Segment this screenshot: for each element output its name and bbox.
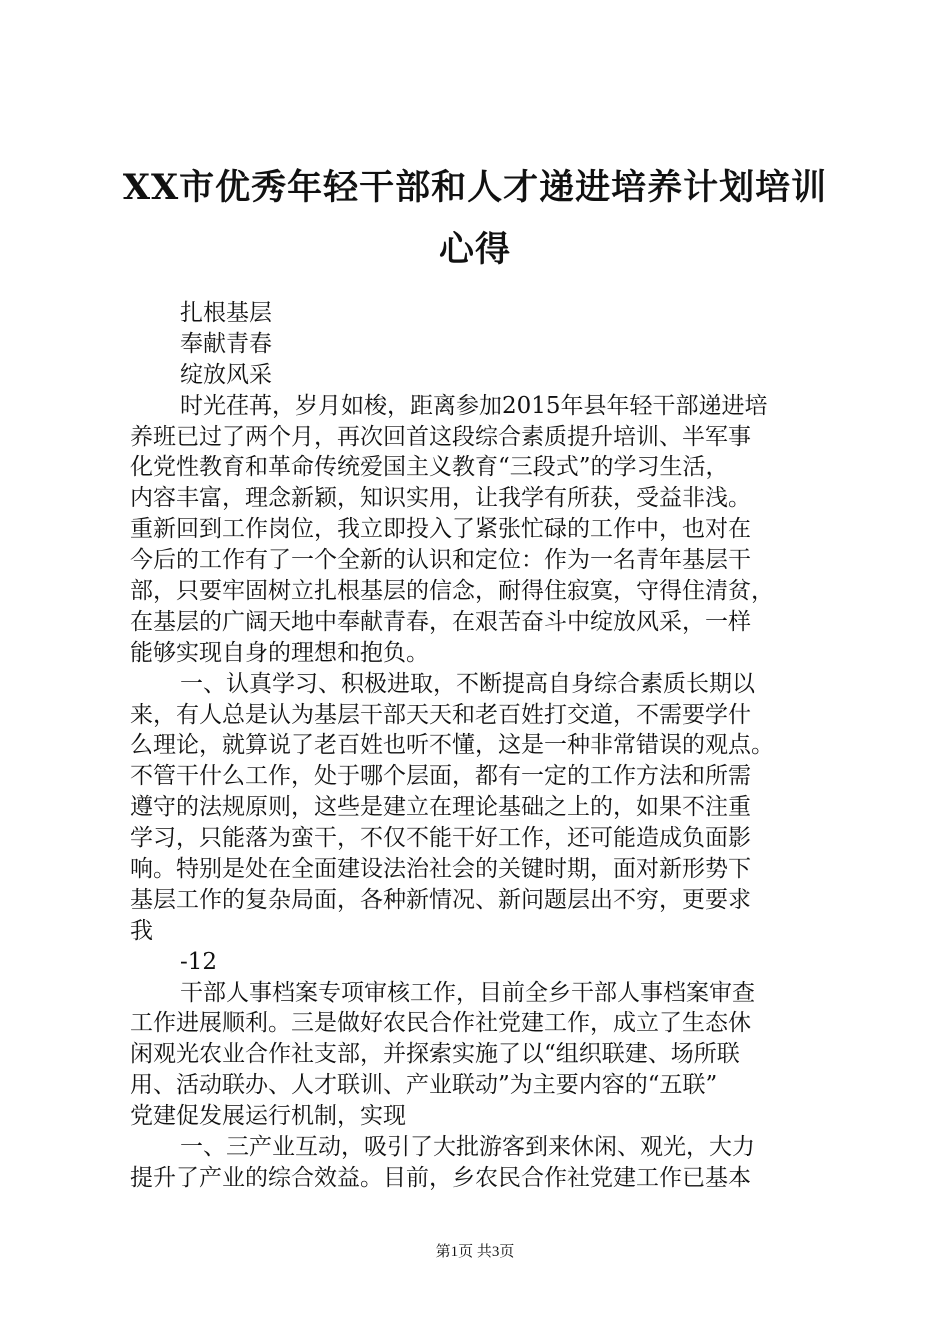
body-line: 响。特别是处在全面建设法治社会的关键时期，面对新形势下 [130, 856, 751, 883]
body-line: 今后的工作有了一个全新的认识和定位：作为一名青年基层干 [130, 547, 751, 574]
body-line: 学习，只能落为蛮干，不仅不能干好工作，还可能造成负面影 [130, 825, 751, 852]
body-line: 我 [130, 917, 153, 944]
body-line: 部，只要牢固树立扎根基层的信念，耐得住寂寞，守得住清贫， [130, 578, 774, 605]
body-line: 能够实现自身的理想和抱负。 [130, 639, 429, 666]
body-line: 干部人事档案专项审核工作，目前全乡干部人事档案审查 [180, 979, 755, 1006]
document-body [130, 298, 830, 1194]
body-line: 遵守的法规原则，这些是建立在理论基础之上的，如果不注重 [130, 794, 751, 821]
document-title-line-1: XX市优秀年轻干部和人才递进培养计划培训 [122, 167, 828, 208]
body-line: 闲观光农业合作社支部，并探索实施了以“组织联建、场所联 [130, 1041, 740, 1068]
body-line: 一、三产业互动，吸引了大批游客到来休闲、观光，大力 [180, 1134, 755, 1161]
body-line: 用、活动联办、人才联训、产业联动”为主要内容的“五联” [130, 1072, 718, 1099]
body-line: 绽放风采 [180, 361, 272, 388]
body-line: 时光荏苒，岁月如梭，距离参加2015年县年轻干部递进培 [180, 392, 768, 419]
body-line: 工作进展顺利。三是做好农民合作社党建工作，成立了生态休 [130, 1010, 751, 1037]
body-line: 化党性教育和革命传统爱国主义教育“三段式”的学习生活， [130, 454, 729, 481]
body-line: 不管干什么工作，处于哪个层面，都有一定的工作方法和所需 [130, 763, 751, 790]
page-footer: 第1页 共3页 [435, 1244, 515, 1260]
body-line: 提升了产业的综合效益。目前，乡农民合作社党建工作已基本 [130, 1164, 751, 1191]
body-line: 在基层的广阔天地中奉献青春，在艰苦奋斗中绽放风采，一样 [130, 608, 751, 635]
document-title-line-2: 心得 [438, 229, 511, 270]
body-line: 党建促发展运行机制，实现 [130, 1103, 406, 1130]
body-line: 奉献青春 [180, 330, 272, 357]
body-line: -12 [180, 948, 218, 975]
body-line: 么理论，就算说了老百姓也听不懂，这是一种非常错误的观点。 [130, 732, 774, 759]
body-line: 一、认真学习、积极进取，不断提高自身综合素质长期以 [180, 670, 755, 697]
body-line: 养班已过了两个月，再次回首这段综合素质提升培训、半军事 [130, 423, 751, 450]
body-line: 扎根基层 [180, 300, 272, 326]
body-line: 重新回到工作岗位，我立即投入了紧张忙碌的工作中，也对在 [130, 516, 751, 543]
body-line: 内容丰富，理念新颖，知识实用，让我学有所获，受益非浅。 [130, 485, 751, 512]
body-line: 来，有人总是认为基层干部天天和老百姓打交道，不需要学什 [130, 701, 751, 728]
body-line: 基层工作的复杂局面，各种新情况、新问题层出不穷，更要求 [130, 886, 751, 913]
